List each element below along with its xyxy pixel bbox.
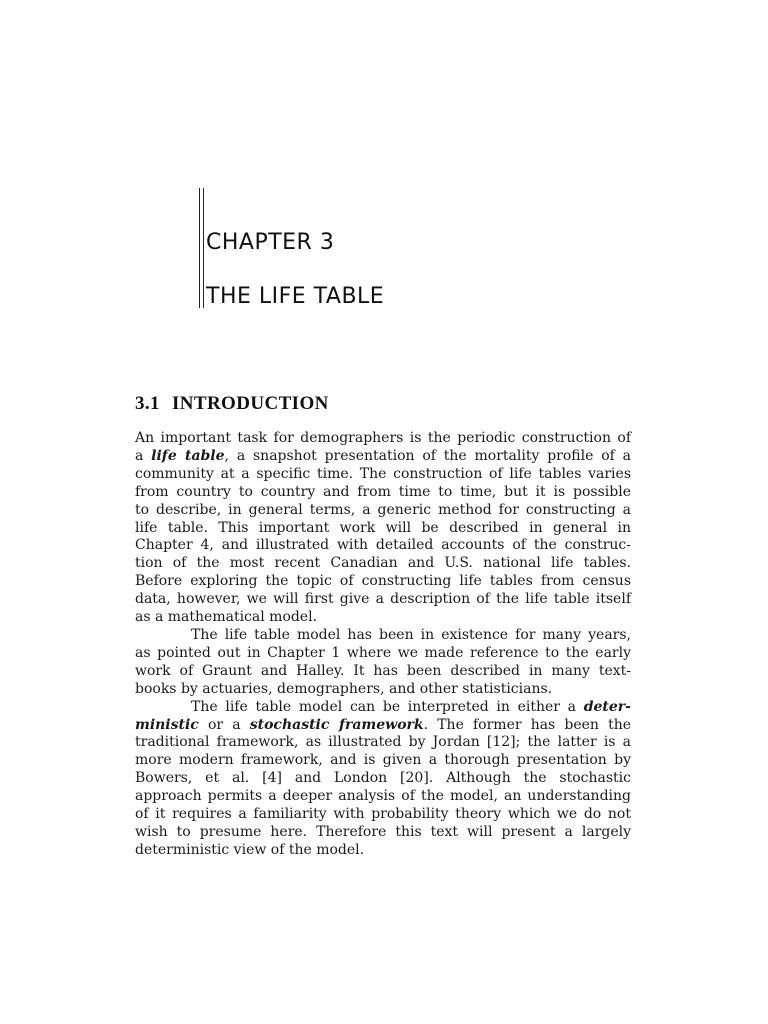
text-line: traditional framework, as illustrated by Jordan [12]; the latter is a	[135, 734, 631, 751]
text-line: a life table, a snapshot presentation of the mortality profile of a	[135, 447, 631, 464]
emphasized-term: ministic	[135, 716, 199, 733]
text-line: from country to country and from time to time, but it is possible	[135, 483, 631, 500]
emphasized-term: stochastic framework	[249, 716, 424, 733]
emphasized-term: life table	[151, 447, 225, 464]
text-line: ministic or a stochastic framework. The former has been the	[135, 716, 632, 733]
text-line: more modern framework, and is given a thorough presentation by	[135, 752, 631, 769]
text-line: data, however, we will first give a description of the life table itself	[135, 591, 631, 608]
chapter-rule	[199, 188, 204, 308]
text-line: deterministic view of the model.	[135, 841, 365, 858]
text-line: as pointed out in Chapter 1 where we made reference to the early	[135, 644, 631, 661]
text-line: The life table model has been in existence for many years,	[191, 626, 631, 643]
text-line: Chapter 4, and illustrated with detailed accounts of the construc-	[135, 537, 631, 554]
section-number: 3.1	[135, 393, 160, 414]
text-line: wish to presume here. Therefore this text will present a largely	[135, 823, 631, 840]
paragraph	[135, 430, 631, 627]
text-line: community at a specific time. The construction of life tables varies	[135, 465, 631, 482]
section-heading	[135, 393, 635, 415]
emphasized-term: deter-	[583, 698, 631, 715]
text-line: books by actuaries, demographers, and other statisticians.	[135, 680, 553, 697]
text-line: to describe, in general terms, a generic method for constructing a	[135, 501, 631, 518]
text-line: tion of the most recent Canadian and U.S. national life tables.	[135, 555, 631, 572]
text-line: approach permits a deeper analysis of the model, an understanding	[135, 788, 631, 805]
chapter-number: CHAPTER 3	[206, 230, 335, 255]
text-line: as a mathematical model.	[135, 609, 318, 626]
paragraph	[135, 627, 631, 699]
text-line: work of Graunt and Halley. It has been described in many text-	[135, 662, 631, 679]
text-line: The life table model can be interpreted in either a deter-	[191, 698, 631, 715]
text-line: Bowers, et al. [4] and London [20]. Although the stochastic	[135, 770, 631, 787]
section-title: INTRODUCTION	[171, 393, 329, 414]
paragraph	[135, 699, 631, 860]
text-line: Before exploring the topic of constructing life tables from census	[135, 573, 631, 590]
body-text	[135, 430, 631, 860]
chapter-title: THE LIFE TABLE	[206, 284, 385, 309]
text-line: An important task for demographers is the periodic construction of	[135, 430, 631, 446]
text-line: life table. This important work will be described in general in	[135, 519, 631, 536]
text-line: of it requires a familiarity with probability theory which we do not	[135, 806, 631, 823]
